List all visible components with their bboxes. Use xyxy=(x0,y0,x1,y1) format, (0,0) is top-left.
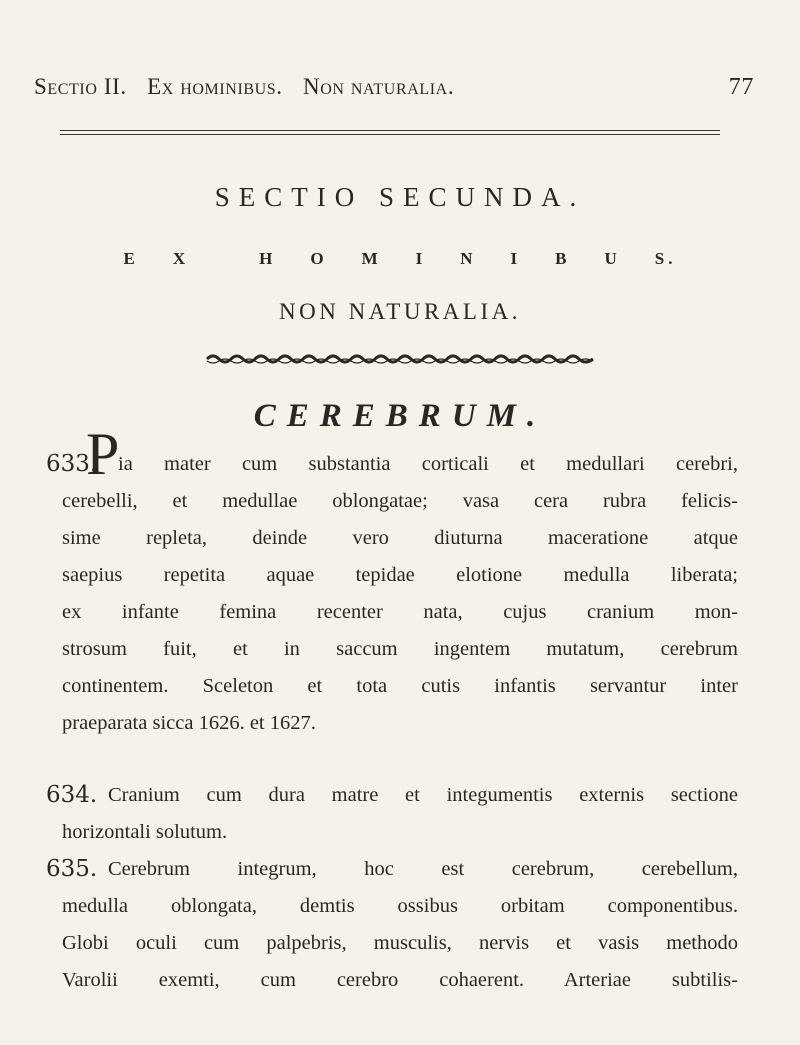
ex-hominibus-letters xyxy=(123,249,676,268)
paragraph-635 xyxy=(46,851,738,999)
spaced-letter: O xyxy=(310,249,328,268)
text-line: sime repleta, deinde vero diuturna maceratione atque xyxy=(62,527,738,549)
running-head-part: Ex hominibus. xyxy=(147,74,283,99)
text-line: ex infante femina recenter nata, cujus cranium mon- xyxy=(62,601,738,623)
spaced-letter: I xyxy=(510,249,522,268)
ex-hominibus-line xyxy=(0,249,800,269)
running-head-section: Sectio II. xyxy=(34,74,127,99)
section-title: SECTIO SECUNDA. xyxy=(214,182,586,212)
cerebrum-heading: CEREBRUM. xyxy=(253,398,547,434)
drop-cap: P xyxy=(86,421,120,487)
text-line: Globi oculi cum palpebris, musculis, nervis et vasis methodo xyxy=(62,932,738,954)
spaced-letter: U xyxy=(604,249,621,268)
spaced-letter: S. xyxy=(654,249,677,268)
text-line: medulla oblongata, demtis ossibus orbitam componentibus. xyxy=(62,895,738,917)
non-naturalia-title: NON NATURALIA. xyxy=(279,299,521,324)
spaced-letter: E xyxy=(123,249,139,268)
text-line: horizontali solutum. xyxy=(62,821,228,843)
text-line: continentem. Sceleton et tota cutis infantis servantur inter xyxy=(62,675,738,697)
spaced-letter: N xyxy=(460,249,477,268)
text-line: praeparata sicca 1626. et 1627. xyxy=(62,712,316,734)
spaced-letter: H xyxy=(259,249,277,268)
spaced-letter: X xyxy=(172,249,190,268)
header-rule xyxy=(60,130,720,135)
text-line: strosum fuit, et in saccum ingentem mutatum, cerebrum xyxy=(62,638,738,660)
paragraph-634 xyxy=(46,777,738,851)
running-head xyxy=(34,74,754,104)
page-number: 77 xyxy=(728,74,754,100)
running-head-topic: Non naturalia. xyxy=(303,74,455,99)
spaced-letter: M xyxy=(361,249,382,268)
spaced-letter: I xyxy=(415,249,427,268)
paragraph-633 xyxy=(46,421,738,742)
text-line: Cerebrum integrum, hoc est cerebrum, cerebellum, xyxy=(108,858,738,880)
paragraph-number: 633. xyxy=(46,451,98,477)
paragraph-number: 634. xyxy=(46,782,98,808)
text-line: ia mater cum substantia corticali et medullari cerebri, xyxy=(118,453,738,475)
paragraph-number: 635. xyxy=(46,856,98,882)
text-line: saepius repetita aquae tepidae elotione medulla liberata; xyxy=(62,564,738,586)
text-line: Cranium cum dura matre et integumentis externis sectione xyxy=(108,784,738,806)
text-line: Varolii exemti, cum cerebro cohaerent. Arteriae subtilis- xyxy=(62,969,738,991)
ornament-rule xyxy=(205,352,595,366)
text-line: cerebelli, et medullae oblongatae; vasa cera rubra felicis- xyxy=(62,490,738,512)
spaced-letter: B xyxy=(555,249,571,268)
